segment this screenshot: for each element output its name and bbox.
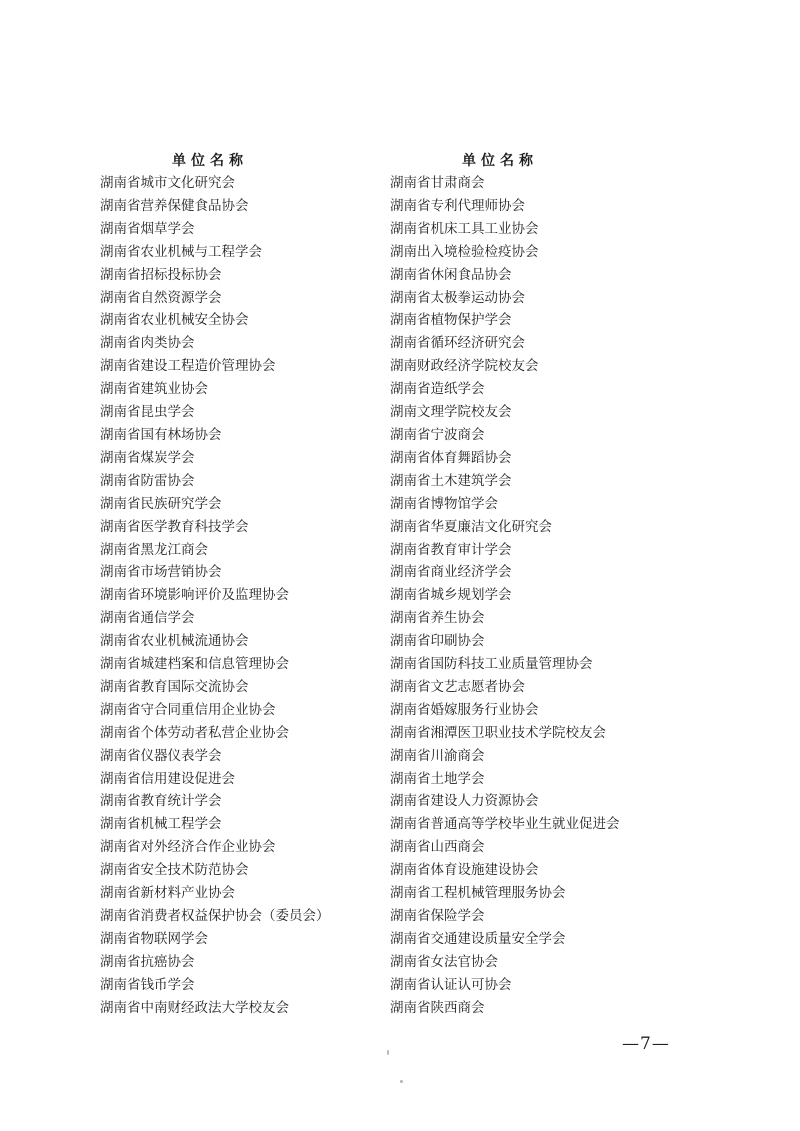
left-entry-item: 湖南省新材料产业协会 bbox=[100, 885, 235, 902]
right-entry-item: 湖南省商业经济学会 bbox=[390, 564, 512, 581]
left-entry-item: 湖南省环境影响评价及监理协会 bbox=[100, 587, 289, 604]
left-column-header: 单位名称 bbox=[172, 153, 248, 169]
right-entry-item: 湖南省专利代理师协会 bbox=[390, 197, 525, 214]
left-entry-item: 湖南省对外经济合作企业协会 bbox=[100, 839, 276, 856]
right-entry-list bbox=[390, 172, 690, 1020]
left-entry-item: 湖南省肉类协会 bbox=[100, 335, 195, 352]
left-entry-item: 湖南省招标投标协会 bbox=[100, 266, 222, 283]
left-entry-item: 湖南省信用建设促进会 bbox=[100, 770, 235, 787]
left-entry-item: 湖南省城市文化研究会 bbox=[100, 175, 235, 191]
right-entry-item: 湖南省循环经济研究会 bbox=[390, 335, 525, 352]
left-entry-item: 湖南省医学教育科技学会 bbox=[100, 518, 249, 535]
right-entry-item: 湖南省土木建筑学会 bbox=[390, 472, 512, 489]
right-entry-item: 湖南省宁波商会 bbox=[390, 426, 485, 443]
right-entry-item: 湖南省体育设施建设协会 bbox=[390, 862, 539, 879]
left-entry-list bbox=[100, 172, 380, 1020]
left-entry-item: 湖南省煤炭学会 bbox=[100, 449, 195, 466]
right-entry-item: 湖南省印刷协会 bbox=[390, 633, 485, 650]
left-entry-item: 湖南省安全技术防范协会 bbox=[100, 862, 249, 879]
left-column bbox=[100, 150, 380, 1020]
right-column bbox=[390, 150, 690, 1020]
right-entry-item: 湖南省国防科技工业质量管理协会 bbox=[390, 656, 593, 673]
scan-speck bbox=[387, 1050, 389, 1055]
left-entry-item: 湖南省昆虫学会 bbox=[100, 404, 195, 421]
right-column-header: 单位名称 bbox=[462, 153, 538, 169]
left-entry-item: 湖南省抗癌协会 bbox=[100, 953, 195, 970]
right-entry-item: 湖南省普通高等学校毕业生就业促进会 bbox=[390, 816, 620, 833]
left-entry-item: 湖南省营养保健食品协会 bbox=[100, 197, 249, 214]
left-entry-item: 湖南省城建档案和信息管理协会 bbox=[100, 656, 289, 673]
page-number: —7— bbox=[622, 1034, 670, 1054]
right-entry-item: 湖南省工程机械管理服务协会 bbox=[390, 885, 566, 902]
left-entry-item: 湖南省教育统计学会 bbox=[100, 793, 222, 810]
left-entry-item: 湖南省个体劳动者私营企业协会 bbox=[100, 724, 289, 741]
left-entry-item: 湖南省通信学会 bbox=[100, 610, 195, 627]
left-entry-item: 湖南省钱币学会 bbox=[100, 976, 195, 993]
right-entry-item: 湖南省教育审计学会 bbox=[390, 541, 512, 558]
left-entry-item: 湖南省黑龙江商会 bbox=[100, 541, 208, 558]
right-entry-item: 湖南省婚嫁服务行业协会 bbox=[390, 701, 539, 718]
left-entry-item: 湖南省物联网学会 bbox=[100, 930, 208, 947]
right-entry-item: 湖南省土地学会 bbox=[390, 770, 485, 787]
right-entry-item: 湖南财政经济学院校友会 bbox=[390, 358, 539, 375]
left-entry-item: 湖南省民族研究学会 bbox=[100, 495, 222, 512]
right-entry-item: 湖南省建设人力资源协会 bbox=[390, 793, 539, 810]
right-entry-item: 湖南省体育舞蹈协会 bbox=[390, 449, 512, 466]
right-entry-item: 湖南省植物保护学会 bbox=[390, 312, 512, 329]
right-entry-item: 湖南省甘肃商会 bbox=[390, 175, 485, 191]
left-entry-item: 湖南省守合同重信用企业协会 bbox=[100, 701, 276, 718]
right-entry-item: 湖南省养生协会 bbox=[390, 610, 485, 627]
left-entry-item: 湖南省机械工程学会 bbox=[100, 816, 222, 833]
right-entry-item: 湖南省山西商会 bbox=[390, 839, 485, 856]
left-entry-item: 湖南省自然资源学会 bbox=[100, 289, 222, 306]
left-entry-item: 湖南省烟草学会 bbox=[100, 220, 195, 237]
left-entry-item: 湖南省仪器仪表学会 bbox=[100, 747, 222, 764]
left-entry-item: 湖南省建筑业协会 bbox=[100, 381, 208, 398]
right-entry-item: 湖南省湘潭医卫职业技术学院校友会 bbox=[390, 724, 606, 741]
right-entry-item: 湖南省川渝商会 bbox=[390, 747, 485, 764]
right-entry-item: 湖南省华夏廉洁文化研究会 bbox=[390, 518, 552, 535]
right-entry-item: 湖南省女法官协会 bbox=[390, 953, 498, 970]
right-entry-item: 湖南省休闲食品协会 bbox=[390, 266, 512, 283]
right-entry-item: 湖南文理学院校友会 bbox=[390, 404, 512, 421]
right-entry-item: 湖南省城乡规划学会 bbox=[390, 587, 512, 604]
left-entry-item: 湖南省防雷协会 bbox=[100, 472, 195, 489]
right-entry-item: 湖南省交通建设质量安全学会 bbox=[390, 930, 566, 947]
left-entry-item: 湖南省教育国际交流协会 bbox=[100, 678, 249, 695]
right-entry-item: 湖南出入境检验检疫协会 bbox=[390, 243, 539, 260]
left-entry-item: 湖南省农业机械与工程学会 bbox=[100, 243, 262, 260]
right-entry-item: 湖南省陕西商会 bbox=[390, 999, 485, 1016]
scan-speck bbox=[400, 1080, 403, 1083]
right-entry-item: 湖南省造纸学会 bbox=[390, 381, 485, 398]
right-entry-item: 湖南省保险学会 bbox=[390, 908, 485, 924]
right-entry-item: 湖南省机床工具工业协会 bbox=[390, 220, 539, 237]
left-entry-item: 湖南省中南财经政法大学校友会 bbox=[100, 999, 289, 1016]
left-entry-item: 湖南省农业机械流通协会 bbox=[100, 633, 249, 650]
right-entry-item: 湖南省太极拳运动协会 bbox=[390, 289, 525, 306]
right-entry-item: 湖南省文艺志愿者协会 bbox=[390, 678, 525, 695]
right-entry-item: 湖南省博物馆学会 bbox=[390, 495, 498, 512]
right-entry-item: 湖南省认证认可协会 bbox=[390, 976, 512, 993]
left-entry-item: 湖南省市场营销协会 bbox=[100, 564, 222, 581]
left-entry-item: 湖南省农业机械安全协会 bbox=[100, 312, 249, 329]
left-entry-item: 湖南省国有林场协会 bbox=[100, 426, 222, 443]
left-entry-item: 湖南省建设工程造价管理协会 bbox=[100, 358, 276, 375]
left-entry-item: 湖南省消费者权益保护协会（委员会） bbox=[100, 908, 330, 924]
